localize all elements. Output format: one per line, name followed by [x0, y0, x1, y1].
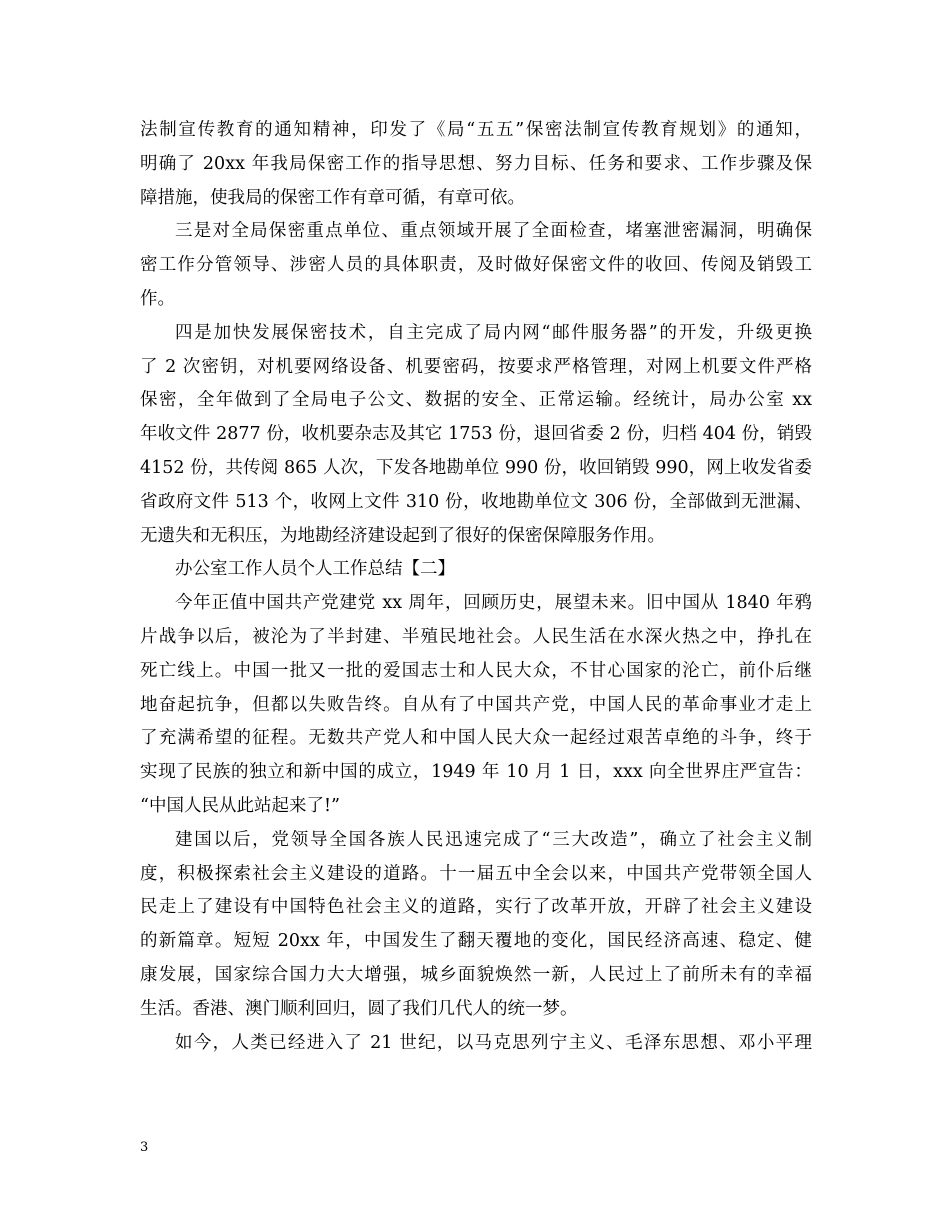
- text-line: 明确了 20xx 年我局保密工作的指导思想、努力目标、任务和要求、工作步骤及保: [140, 153, 812, 174]
- text-line: 省政府文件 513 个，收网上文件 310 份，收地勘单位文 306 份，全部做到无泄漏、: [140, 491, 812, 512]
- text-line: 生活。香港、澳门顺利回归，圆了我们几代人的统一梦。: [140, 998, 578, 1019]
- text-line: 了 2 次密钥，对机要网络设备、机要密码，按要求严格管理，对网上机要文件严格: [140, 356, 812, 377]
- text-line: 片战争以后，被沦为了半封建、半殖民地社会。人民生活在水深火热之中，挣扎在: [140, 626, 812, 647]
- text-line: 死亡线上。中国一批又一批的爱国志士和人民大众，不甘心国家的沦亡，前仆后继: [140, 660, 812, 681]
- text-line: 办公室工作人员个人工作总结【二】: [175, 559, 455, 580]
- text-line: 作。: [140, 288, 175, 309]
- text-line: 如今，人类已经进入了 21 世纪，以马克思列宁主义、毛泽东思想、邓小平理: [175, 1032, 812, 1053]
- text-line: 障措施，使我局的保密工作有章可循，有章可依。: [140, 187, 525, 208]
- text-line: 建国以后，党领导全国各族人民迅速完成了“三大改造”，确立了社会主义制: [175, 829, 812, 850]
- text-line: 四是加快发展保密技术，自主完成了局内网“邮件服务器”的开发，升级更换: [175, 322, 812, 343]
- text-line: 保密，全年做到了全局电子公文、数据的安全、正常运输。经统计，局办公室 xx: [140, 390, 812, 411]
- text-line: 无遗失和无积压，为地勘经济建设起到了很好的保密保障服务作用。: [140, 525, 665, 546]
- page-number: 3: [140, 1140, 149, 1155]
- text-line: 了充满希望的征程。无数共产党人和中国人民大众一起经过艰苦卓绝的斗争，终于: [140, 728, 812, 749]
- text-line: 今年正值中国共产党建党 xx 周年，回顾历史，展望未来。旧中国从 1840 年鸦: [175, 593, 812, 614]
- document-body: [140, 114, 812, 1060]
- text-line: 密工作分管领导、涉密人员的具体职责，及时做好保密文件的收回、传阅及销毁工: [140, 255, 812, 276]
- text-line: 4152 份，共传阅 865 人次，下发各地勘单位 990 份，收回销毁 990，网上收发省委: [140, 457, 812, 478]
- text-line: 地奋起抗争，但都以失败告终。自从有了中国共产党，中国人民的革命事业才走上: [140, 694, 812, 715]
- text-line: 的新篇章。短短 20xx 年，中国发生了翻天覆地的变化，国民经济高速、稳定、健: [140, 931, 812, 952]
- text-line: 年收文件 2877 份，收机要杂志及其它 1753 份，退回省委 2 份，归档 404 份，销毁: [140, 424, 812, 445]
- text-line: 法制宣传教育的通知精神，印发了《局“五五”保密法制宣传教育规划》的通知，: [140, 120, 812, 140]
- text-line: 实现了民族的独立和新中国的成立，1949 年 10 月 1 日，xxx 向全世界庄严宣告：: [140, 762, 812, 783]
- text-line: 康发展，国家综合国力大大增强，城乡面貌焕然一新，人民过上了前所未有的幸福: [140, 964, 812, 985]
- text-line: “中国人民从此站起来了!”: [140, 795, 340, 816]
- text-line: 三是对全局保密重点单位、重点领域开展了全面检查，堵塞泄密漏洞，明确保: [175, 221, 812, 242]
- text-line: 民走上了建设有中国特色社会主义的道路，实行了改革开放，开辟了社会主义建设: [140, 897, 812, 918]
- text-line: 度，积极探索社会主义建设的道路。十一届五中全会以来，中国共产党带领全国人: [140, 863, 812, 884]
